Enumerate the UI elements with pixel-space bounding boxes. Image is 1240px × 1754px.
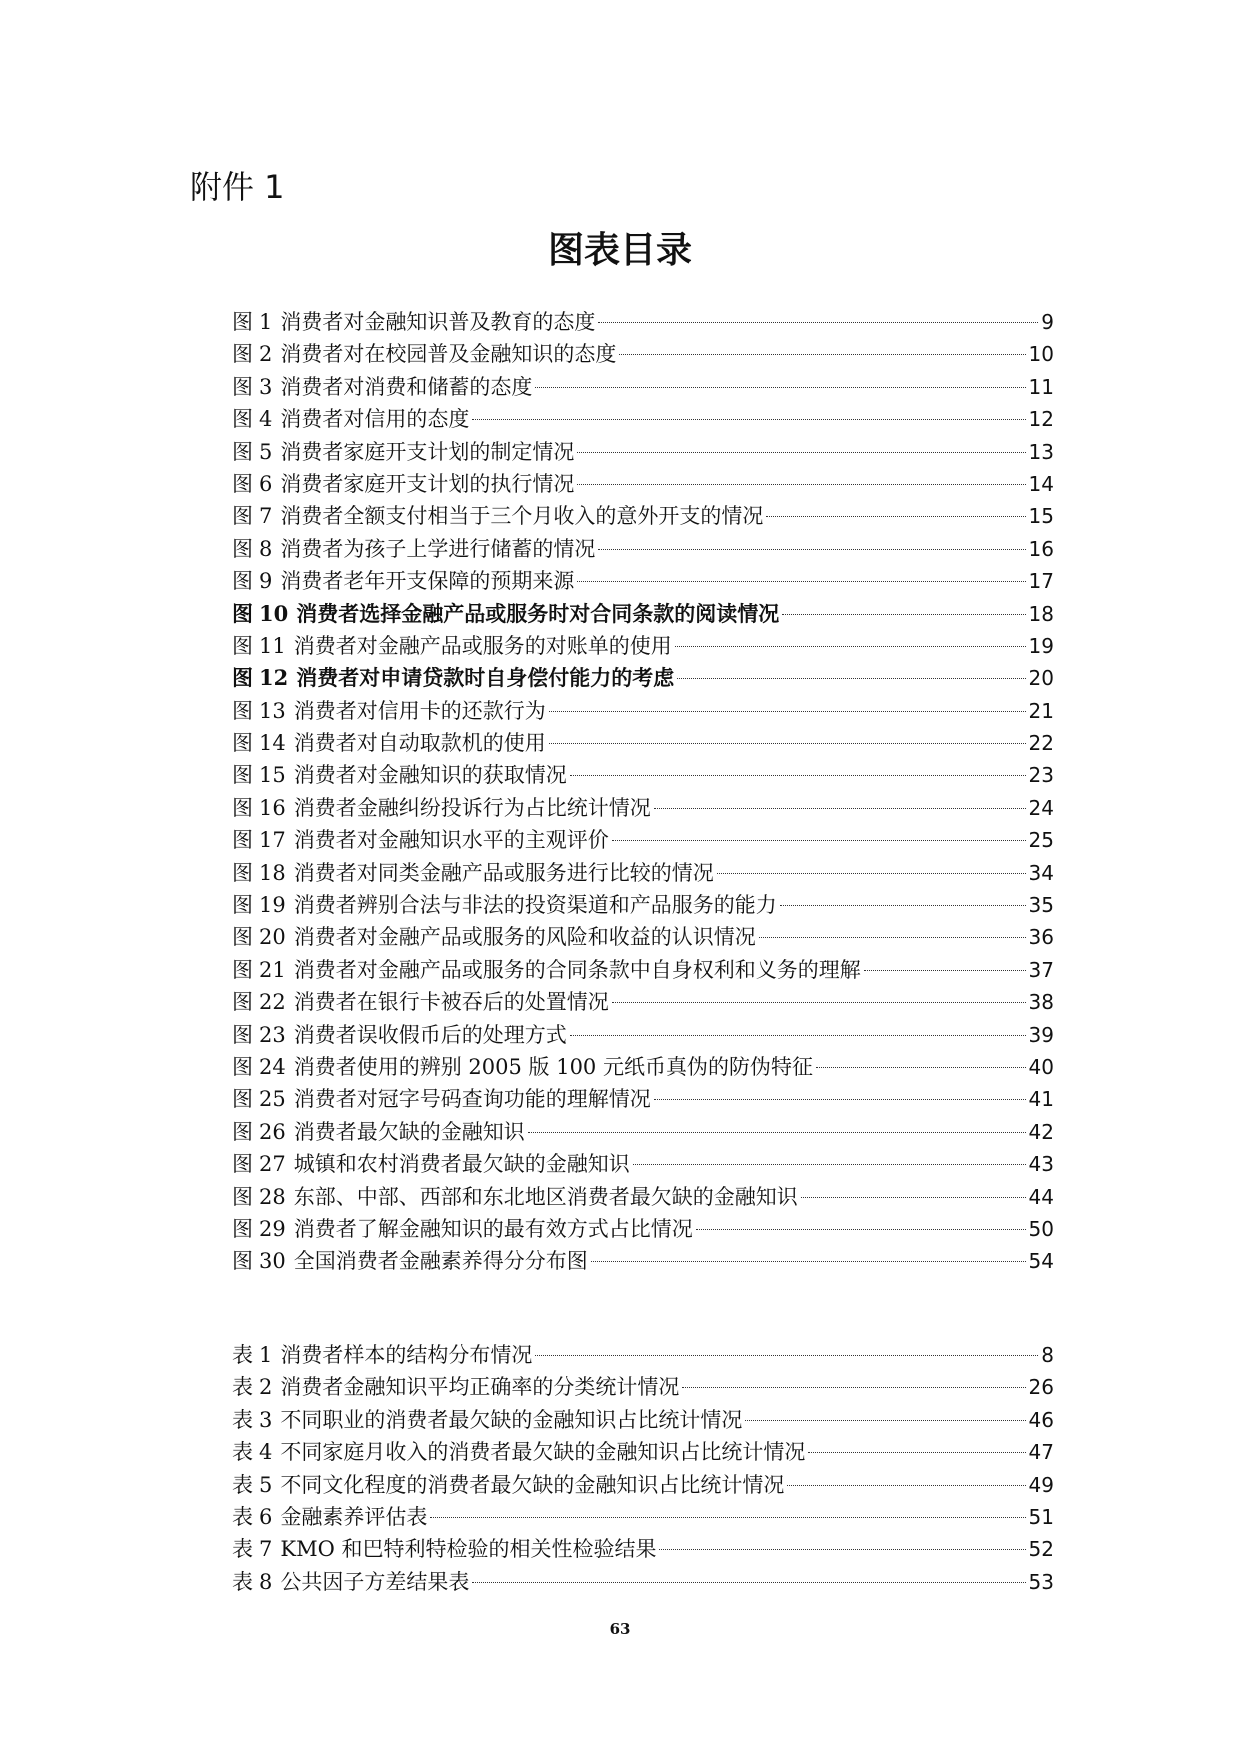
figure-page-number: 43	[1028, 1152, 1054, 1177]
figure-number: 12	[259, 665, 289, 691]
figure-number: 7	[259, 504, 273, 529]
figure-number: 24	[259, 1054, 286, 1079]
figure-page-number: 20	[1028, 666, 1054, 691]
figure-page-number: 50	[1028, 1216, 1054, 1241]
figure-caption: 消费者对金融知识水平的主观评价	[293, 828, 609, 853]
figure-number: 2	[259, 342, 273, 367]
figure-page-number: 42	[1028, 1119, 1054, 1144]
table-prefix: 表	[232, 1504, 253, 1529]
figure-page-number: 38	[1028, 990, 1054, 1015]
table-number: 6	[259, 1504, 273, 1529]
table-prefix: 表	[232, 1472, 253, 1497]
table-prefix: 表	[232, 1569, 253, 1594]
figure-number: 20	[259, 925, 286, 950]
table-page-number: 26	[1028, 1375, 1054, 1400]
figure-page-number: 13	[1028, 439, 1054, 464]
figure-prefix: 图	[232, 407, 253, 432]
figure-page-number: 24	[1028, 795, 1054, 820]
figure-page-number: 39	[1028, 1022, 1054, 1047]
figure-prefix: 图	[232, 1249, 253, 1274]
figure-caption: 消费者家庭开支计划的制定情况	[280, 439, 575, 464]
figure-number: 4	[259, 407, 273, 432]
figure-caption: 消费者对金融知识的获取情况	[293, 763, 567, 788]
figure-page-number: 11	[1028, 374, 1054, 399]
figure-number: 21	[259, 957, 286, 982]
figure-caption: 消费者对消费和储蓄的态度	[280, 374, 533, 399]
figure-entry[interactable]	[232, 662, 1054, 694]
dot-leader	[675, 646, 1026, 647]
figure-page-number: 10	[1028, 342, 1054, 367]
annex-label: 附件 1	[190, 168, 285, 206]
figure-page-number: 16	[1028, 536, 1054, 561]
figure-entry[interactable]	[232, 500, 1054, 532]
table-list	[232, 1339, 1054, 1598]
dot-leader	[654, 1099, 1026, 1100]
figure-number: 26	[259, 1119, 286, 1144]
figure-entry[interactable]	[232, 1083, 1054, 1115]
figure-caption: 消费者对在校园普及金融知识的态度	[280, 342, 617, 367]
figure-page-number: 21	[1028, 698, 1054, 723]
figure-prefix: 图	[232, 860, 253, 885]
dot-leader	[654, 808, 1026, 809]
figure-caption: 东部、中部、西部和东北地区消费者最欠缺的金融知识	[293, 1184, 798, 1209]
figure-caption: 消费者选择金融产品或服务时对合同条款的阅读情况	[296, 600, 780, 626]
dot-leader	[787, 1485, 1025, 1486]
table-entry[interactable]	[232, 1371, 1054, 1403]
dot-leader	[759, 937, 1026, 938]
table-caption: 不同文化程度的消费者最欠缺的金融知识占比统计情况	[280, 1472, 785, 1497]
dot-leader	[696, 1229, 1026, 1230]
figure-prefix: 图	[232, 536, 253, 561]
figure-number: 15	[259, 763, 286, 788]
dot-leader	[619, 354, 1025, 355]
figure-entry[interactable]	[232, 727, 1054, 759]
figure-prefix: 图	[232, 439, 253, 464]
figure-number: 3	[259, 374, 273, 399]
figure-number: 16	[259, 795, 286, 820]
figure-entry[interactable]	[232, 857, 1054, 889]
table-caption: 不同职业的消费者最欠缺的金融知识占比统计情况	[280, 1407, 743, 1432]
figure-number: 25	[259, 1087, 286, 1112]
table-number: 2	[259, 1375, 273, 1400]
figure-prefix: 图	[232, 795, 253, 820]
figure-prefix: 图	[232, 633, 253, 658]
figure-caption: 消费者家庭开支计划的执行情况	[280, 471, 575, 496]
figure-caption: 消费者对申请贷款时自身偿付能力的考虑	[296, 665, 675, 691]
table-caption: 消费者金融知识平均正确率的分类统计情况	[280, 1375, 680, 1400]
figure-page-number: 18	[1028, 601, 1054, 626]
dot-leader	[745, 1420, 1025, 1421]
dot-leader	[598, 549, 1025, 550]
table-entry[interactable]	[232, 1501, 1054, 1533]
figure-number: 29	[259, 1216, 286, 1241]
figure-caption: 消费者在银行卡被吞后的处置情况	[293, 990, 609, 1015]
figure-caption: 消费者金融纠纷投诉行为占比统计情况	[293, 795, 651, 820]
page-number: 63	[609, 1620, 631, 1638]
figure-caption: 消费者对信用的态度	[280, 407, 470, 432]
figure-prefix: 图	[232, 600, 253, 626]
figure-number: 30	[259, 1249, 286, 1274]
figure-page-number: 14	[1028, 471, 1054, 496]
table-page-number: 8	[1041, 1343, 1054, 1367]
figure-page-number: 41	[1028, 1087, 1054, 1112]
figure-number: 13	[259, 698, 286, 723]
figure-page-number: 34	[1028, 860, 1054, 885]
figure-number: 6	[259, 471, 273, 496]
dot-leader	[864, 970, 1026, 971]
table-page-number: 47	[1028, 1440, 1054, 1465]
figure-prefix: 图	[232, 1216, 253, 1241]
dot-leader	[577, 581, 1025, 582]
figure-prefix: 图	[232, 893, 253, 918]
figure-caption: 消费者使用的辨别 2005 版 100 元纸币真伪的防伪特征	[293, 1054, 813, 1079]
figure-prefix: 图	[232, 828, 253, 853]
figure-page-number: 23	[1028, 763, 1054, 788]
dot-leader	[682, 1387, 1025, 1388]
figure-entry[interactable]	[232, 371, 1054, 403]
figure-prefix: 图	[232, 1184, 253, 1209]
dot-leader	[577, 484, 1025, 485]
figure-prefix: 图	[232, 957, 253, 982]
figure-caption: 消费者误收假币后的处理方式	[293, 1022, 567, 1047]
dot-leader	[598, 322, 1038, 323]
table-caption: 金融素养评估表	[280, 1504, 428, 1529]
figure-caption: 全国消费者金融素养得分分布图	[293, 1249, 588, 1274]
figure-entry[interactable]	[232, 954, 1054, 986]
dot-leader	[780, 905, 1026, 906]
figure-caption: 消费者辨别合法与非法的投资渠道和产品服务的能力	[293, 893, 777, 918]
figure-list	[232, 306, 1054, 1278]
table-entry[interactable]	[232, 1533, 1054, 1565]
figure-caption: 消费者老年开支保障的预期来源	[280, 569, 575, 594]
figure-entry[interactable]	[232, 1148, 1054, 1180]
table-entry[interactable]	[232, 1566, 1054, 1598]
figure-caption: 消费者对金融产品或服务的风险和收益的认识情况	[293, 925, 756, 950]
figure-entry[interactable]	[232, 1245, 1054, 1277]
figure-caption: 消费者全额支付相当于三个月收入的意外开支的情况	[280, 504, 764, 529]
figure-number: 23	[259, 1022, 286, 1047]
dot-leader	[612, 840, 1026, 841]
figure-caption: 消费者对信用卡的还款行为	[293, 698, 546, 723]
figure-page-number: 37	[1028, 957, 1054, 982]
dot-leader	[766, 516, 1025, 517]
figure-page-number: 25	[1028, 828, 1054, 853]
table-number: 3	[259, 1407, 273, 1432]
figure-prefix: 图	[232, 1087, 253, 1112]
dot-leader	[612, 1002, 1026, 1003]
figure-prefix: 图	[232, 990, 253, 1015]
dot-leader	[535, 387, 1025, 388]
figure-number: 17	[259, 828, 286, 853]
figure-entry[interactable]	[232, 403, 1054, 435]
figure-entry[interactable]	[232, 306, 1054, 338]
figure-page-number: 44	[1028, 1184, 1054, 1209]
table-page-number: 51	[1028, 1504, 1054, 1529]
figure-prefix: 图	[232, 698, 253, 723]
table-page-number: 53	[1028, 1569, 1054, 1594]
figure-caption: 消费者为孩子上学进行储蓄的情况	[280, 536, 596, 561]
figure-caption: 消费者对同类金融产品或服务进行比较的情况	[293, 860, 714, 885]
figure-page-number: 12	[1028, 407, 1054, 432]
figure-entry[interactable]	[232, 792, 1054, 824]
dot-leader	[808, 1452, 1025, 1453]
table-prefix: 表	[232, 1440, 253, 1465]
figure-prefix: 图	[232, 504, 253, 529]
page-title: 图表目录	[547, 230, 692, 271]
dot-leader	[528, 1132, 1026, 1133]
figure-caption: 消费者最欠缺的金融知识	[293, 1119, 525, 1144]
figure-entry[interactable]	[232, 889, 1054, 921]
dot-leader	[570, 775, 1026, 776]
table-entry[interactable]	[232, 1436, 1054, 1468]
figure-entry[interactable]	[232, 1213, 1054, 1245]
table-caption: 不同家庭月收入的消费者最欠缺的金融知识占比统计情况	[280, 1440, 806, 1465]
dot-leader	[717, 873, 1026, 874]
figure-caption: 城镇和农村消费者最欠缺的金融知识	[293, 1152, 630, 1177]
figure-page-number: 19	[1028, 633, 1054, 658]
table-number: 8	[259, 1569, 273, 1594]
figure-page-number: 35	[1028, 893, 1054, 918]
figure-caption: 消费者对金融产品或服务的对账单的使用	[293, 633, 672, 658]
figure-number: 28	[259, 1184, 286, 1209]
figure-number: 27	[259, 1152, 286, 1177]
table-page-number: 52	[1028, 1537, 1054, 1562]
dot-leader	[549, 711, 1026, 712]
table-caption: 消费者样本的结构分布情况	[280, 1343, 533, 1367]
figure-entry[interactable]	[232, 1116, 1054, 1148]
dot-leader	[535, 1355, 1038, 1356]
dot-leader	[801, 1197, 1026, 1198]
figure-prefix: 图	[232, 342, 253, 367]
figure-page-number: 15	[1028, 504, 1054, 529]
figure-caption: 消费者对冠字号码查询功能的理解情况	[293, 1087, 651, 1112]
figure-number: 8	[259, 536, 273, 561]
dot-leader	[677, 678, 1025, 679]
figure-number: 5	[259, 439, 273, 464]
dot-leader	[577, 452, 1025, 453]
table-entry[interactable]	[232, 1339, 1054, 1371]
dot-leader	[591, 1261, 1026, 1262]
figure-number: 10	[259, 600, 289, 626]
figure-number: 18	[259, 860, 286, 885]
figure-page-number: 9	[1041, 310, 1054, 334]
figure-entry[interactable]	[232, 759, 1054, 791]
figure-prefix: 图	[232, 569, 253, 594]
figure-entry[interactable]	[232, 565, 1054, 597]
dot-leader	[472, 1582, 1025, 1583]
figure-entry[interactable]	[232, 921, 1054, 953]
figure-page-number: 40	[1028, 1054, 1054, 1079]
figure-number: 22	[259, 990, 286, 1015]
table-prefix: 表	[232, 1537, 253, 1562]
table-entry[interactable]	[232, 1404, 1054, 1436]
dot-leader	[782, 614, 1025, 615]
figure-number: 11	[259, 633, 286, 658]
figure-entry[interactable]	[232, 338, 1054, 370]
table-number: 7	[259, 1537, 273, 1562]
figure-number: 19	[259, 893, 286, 918]
dot-leader	[472, 419, 1025, 420]
table-prefix: 表	[232, 1407, 253, 1432]
table-page-number: 46	[1028, 1407, 1054, 1432]
table-entry[interactable]	[232, 1469, 1054, 1501]
table-caption: KMO 和巴特利特检验的相关性检验结果	[280, 1537, 657, 1562]
table-caption: 公共因子方差结果表	[280, 1569, 470, 1594]
figure-caption: 消费者对金融产品或服务的合同条款中自身权利和义务的理解	[293, 957, 861, 982]
dot-leader	[549, 743, 1026, 744]
figure-entry[interactable]	[232, 630, 1054, 662]
figure-prefix: 图	[232, 374, 253, 399]
figure-prefix: 图	[232, 1054, 253, 1079]
figure-number: 9	[259, 569, 273, 594]
figure-prefix: 图	[232, 1152, 253, 1177]
table-number: 5	[259, 1472, 273, 1497]
figure-prefix: 图	[232, 763, 253, 788]
table-prefix: 表	[232, 1343, 253, 1367]
figure-prefix: 图	[232, 1022, 253, 1047]
figure-prefix: 图	[232, 731, 253, 756]
figure-entry[interactable]	[232, 1051, 1054, 1083]
table-number: 1	[259, 1343, 273, 1367]
figure-prefix: 图	[232, 471, 253, 496]
figure-entry[interactable]	[232, 1019, 1054, 1051]
figure-prefix: 图	[232, 925, 253, 950]
dot-leader	[570, 1035, 1026, 1036]
figure-prefix: 图	[232, 665, 253, 691]
figure-number: 14	[259, 731, 286, 756]
figure-entry[interactable]	[232, 533, 1054, 565]
figure-caption: 消费者对金融知识普及教育的态度	[280, 310, 596, 334]
figure-prefix: 图	[232, 310, 253, 334]
figure-page-number: 54	[1028, 1249, 1054, 1274]
dot-leader	[430, 1517, 1025, 1518]
figure-entry[interactable]	[232, 824, 1054, 856]
table-page-number: 49	[1028, 1472, 1054, 1497]
figure-entry[interactable]	[232, 468, 1054, 500]
figure-page-number: 36	[1028, 925, 1054, 950]
figure-entry[interactable]	[232, 598, 1054, 630]
dot-leader	[633, 1164, 1026, 1165]
dot-leader	[816, 1067, 1026, 1068]
dot-leader	[659, 1549, 1025, 1550]
table-prefix: 表	[232, 1375, 253, 1400]
figure-prefix: 图	[232, 1119, 253, 1144]
figure-entry[interactable]	[232, 436, 1054, 468]
figure-entry[interactable]	[232, 986, 1054, 1018]
table-number: 4	[259, 1440, 273, 1465]
figure-caption: 消费者对自动取款机的使用	[293, 731, 546, 756]
figure-page-number: 22	[1028, 731, 1054, 756]
figure-number: 1	[259, 310, 273, 334]
figure-page-number: 17	[1028, 569, 1054, 594]
figure-entry[interactable]	[232, 1181, 1054, 1213]
figure-entry[interactable]	[232, 695, 1054, 727]
figure-caption: 消费者了解金融知识的最有效方式占比情况	[293, 1216, 693, 1241]
